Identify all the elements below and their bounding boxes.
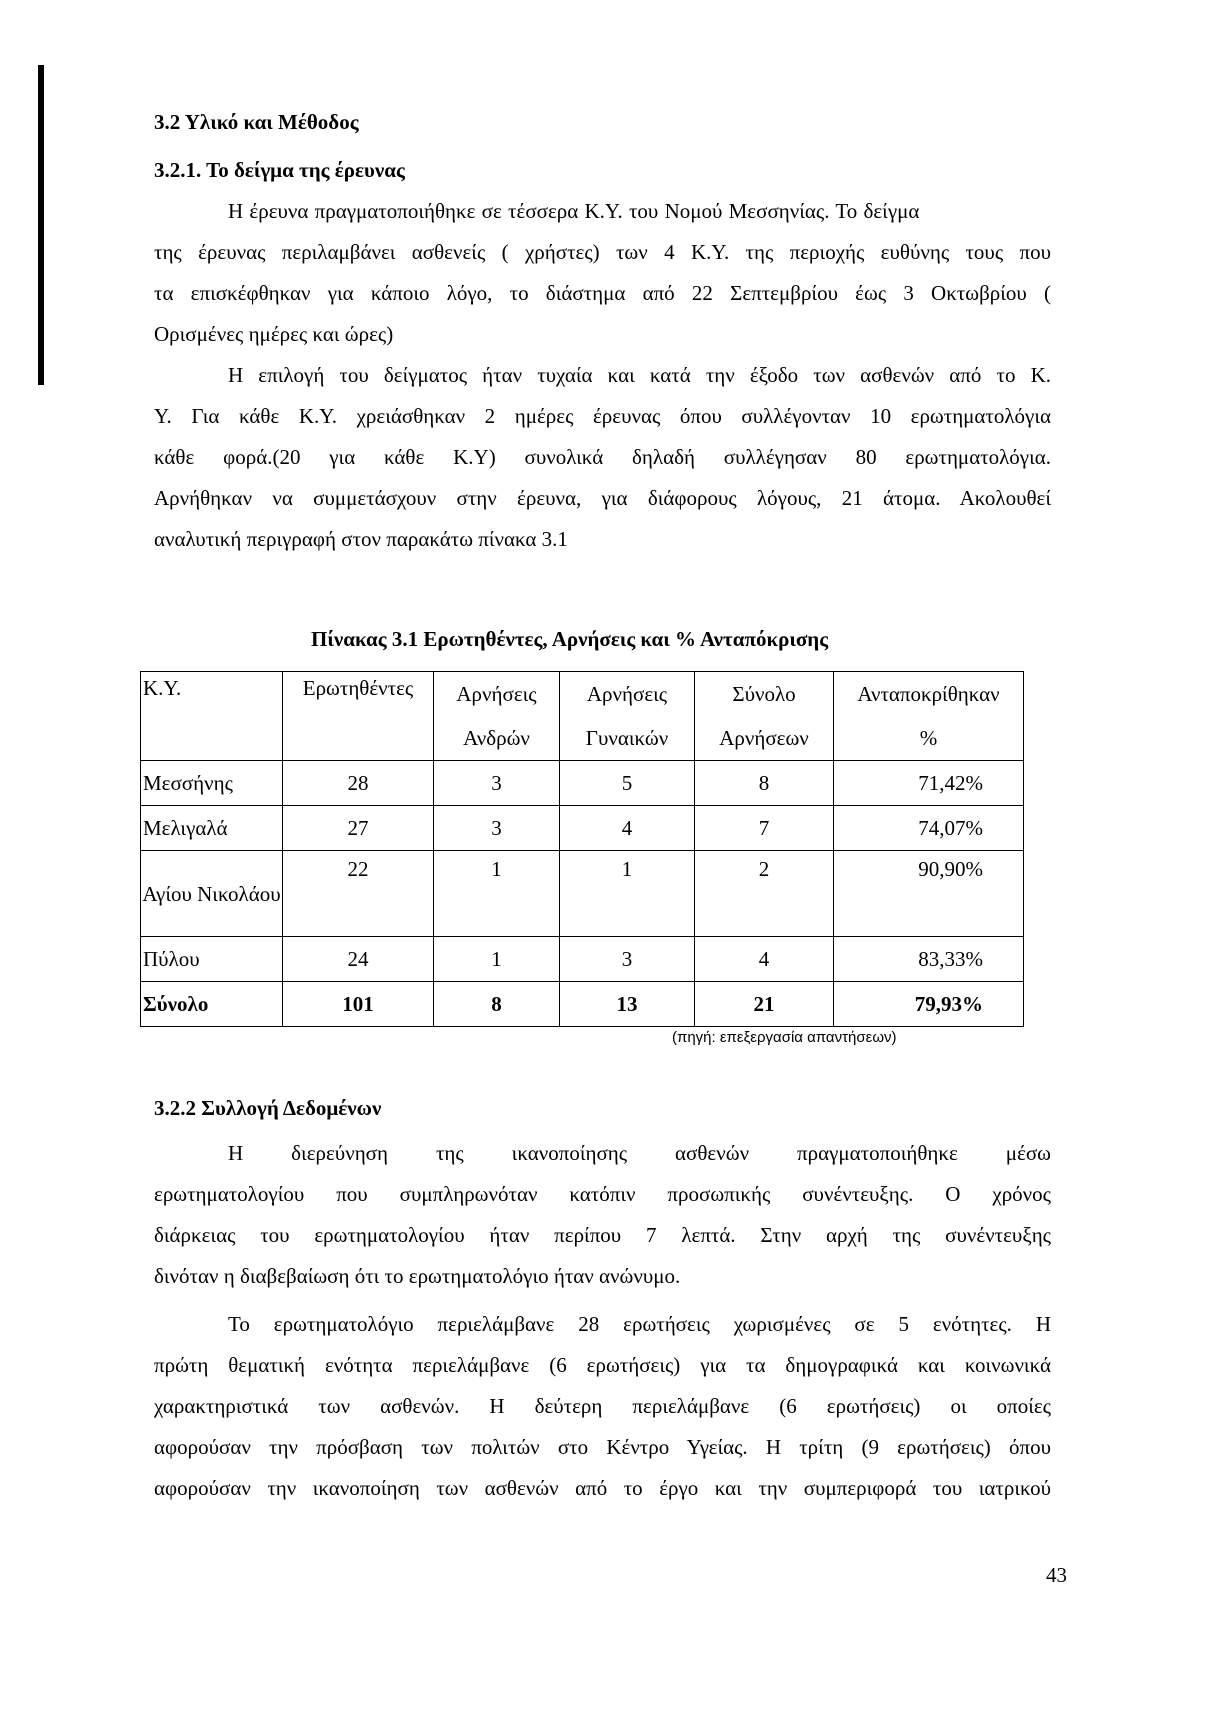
paragraph-line: κάθε φορά.(20 για κάθε Κ.Υ) συνολικά δηλαδή συλλέγησαν 80 ερωτηματολόγια. [154,445,1051,469]
table-cell: 22 [283,851,434,937]
table-cell: Μελιγαλά [141,806,283,851]
paragraph-line: χαρακτηριστικά των ασθενών. Η δεύτερη περιελάμβανε (6 ερωτήσεις) οι οποίες [154,1394,1051,1418]
paragraph-line: Ορισμένες ημέρες και ώρες) [154,322,394,346]
section-title: 3.2 Υλικό και Μέθοδος [154,110,359,134]
paragraph-line: διάρκειας του ερωτηματολογίου ήταν περίπου 7 λεπτά. Στην αρχή της συνέντευξης [154,1223,1051,1247]
paragraph-line: Η επιλογή του δείγματος ήταν τυχαία και κατά την έξοδο των ασθενών από το Κ. [228,363,1051,387]
table-row [141,937,1024,982]
paragraph-line: της έρευνας περιλαμβάνει ασθενείς ( χρήστες) των 4 Κ.Υ. της περιοχής ευθύνης τους που [154,240,1051,264]
table-cell: Πύλου [141,937,283,982]
table-cell: Αγίου Νικολάου [141,851,283,937]
table-cell: 74,07% [834,806,1024,851]
header-cell: Αρνήσεις Γυναικών [560,672,695,761]
table-cell: Μεσσήνης [141,761,283,806]
paragraph-line: Η έρευνα πραγματοποιήθηκε σε τέσσερα Κ.Υ. του Νομού Μεσσηνίας. Το δείγμα [228,199,920,223]
table-cell: 8 [695,761,834,806]
header-cell: Ερωτηθέντες [283,672,434,761]
table-cell: 1 [560,851,695,937]
table-cell: 90,90% [834,851,1024,937]
paragraph-line: Το ερωτηματολόγιο περιελάμβανε 28 ερωτήσεις χωρισμένες σε 5 ενότητες. Η [228,1312,1051,1336]
header-cell: Σύνολο Αρνήσεων [695,672,834,761]
table-cell: 8 [434,982,560,1027]
table-cell: 101 [283,982,434,1027]
table-cell: 27 [283,806,434,851]
table-cell: 7 [695,806,834,851]
table-cell: 1 [434,851,560,937]
paragraph-line: αφορούσαν την πρόσβαση των πολιτών στο Κέντρο Υγείας. Η τρίτη (9 ερωτήσεις) όπου [154,1435,1051,1459]
paragraph-line: δινόταν η διαβεβαίωση ότι το ερωτηματολόγιο ήταν ανώνυμο. [154,1264,681,1288]
header-cell: Αρνήσεις Ανδρών [434,672,560,761]
table-cell: 21 [695,982,834,1027]
table-header-row [141,672,1024,761]
header-cell: Κ.Υ. [141,672,283,761]
subsection-title: 3.2.2 Συλλογή Δεδομένων [154,1096,382,1120]
paragraph-line: Υ. Για κάθε Κ.Υ. χρειάσθηκαν 2 ημέρες έρευνας όπου συλλέγονταν 10 ερωτηματολόγια [154,404,1051,428]
table-cell: 28 [283,761,434,806]
paragraph-line: αφορούσαν την ικανοποίηση των ασθενών από το έργο και την συμπεριφορά του ιατρικού [154,1476,1051,1500]
table-cell: 5 [560,761,695,806]
table-cell: 4 [560,806,695,851]
table-cell: 83,33% [834,937,1024,982]
paragraph-line: τα επισκέφθηκαν για κάποιο λόγο, το διάστημα από 22 Σεπτεμβρίου έως 3 Οκτωβρίου ( [154,281,1051,305]
paragraph-line: αναλυτική περιγραφή στον παρακάτω πίνακα 3.1 [154,527,568,551]
scan-margin-bar [38,65,44,385]
paragraph-line: Αρνήθηκαν να συμμετάσχουν στην έρευνα, για διάφορους λόγους, 21 άτομα. Ακολουθεί [154,486,1051,510]
table-row [141,851,1024,937]
table-cell: 13 [560,982,695,1027]
table-cell: 24 [283,937,434,982]
table-row [141,761,1024,806]
table-cell: 79,93% [834,982,1024,1027]
table-cell: 4 [695,937,834,982]
paragraph-line: πρώτη θεματική ενότητα περιελάμβανε (6 ερωτήσεις) για τα δημογραφικά και κοινωνικά [154,1353,1051,1377]
response-table [140,671,1024,1027]
table-cell: 3 [434,806,560,851]
table-cell: 1 [434,937,560,982]
header-cell: Ανταποκρίθηκαν % [834,672,1024,761]
table-cell: Σύνολο [141,982,283,1027]
table-cell: 3 [560,937,695,982]
table-cell: 3 [434,761,560,806]
table-source-note: (πηγή: επεξεργασία απαντήσεων) [672,1029,897,1046]
page-number: 43 [1046,1563,1067,1587]
subsection-title: 3.2.1. Το δείγμα της έρευνας [154,158,405,182]
table-cell: 71,42% [834,761,1024,806]
table-total-row [141,982,1024,1027]
paragraph-line: Η διερεύνηση της ικανοποίησης ασθενών πραγματοποιήθηκε μέσω [228,1141,1051,1165]
table-caption: Πίνακας 3.1 Ερωτηθέντες, Αρνήσεις και % Ανταπόκρισης [311,627,829,651]
table-row [141,806,1024,851]
paragraph-line: ερωτηματολογίου που συμπληρωνόταν κατόπιν προσωπικής συνέντευξης. Ο χρόνος [154,1182,1051,1206]
table-cell: 2 [695,851,834,937]
